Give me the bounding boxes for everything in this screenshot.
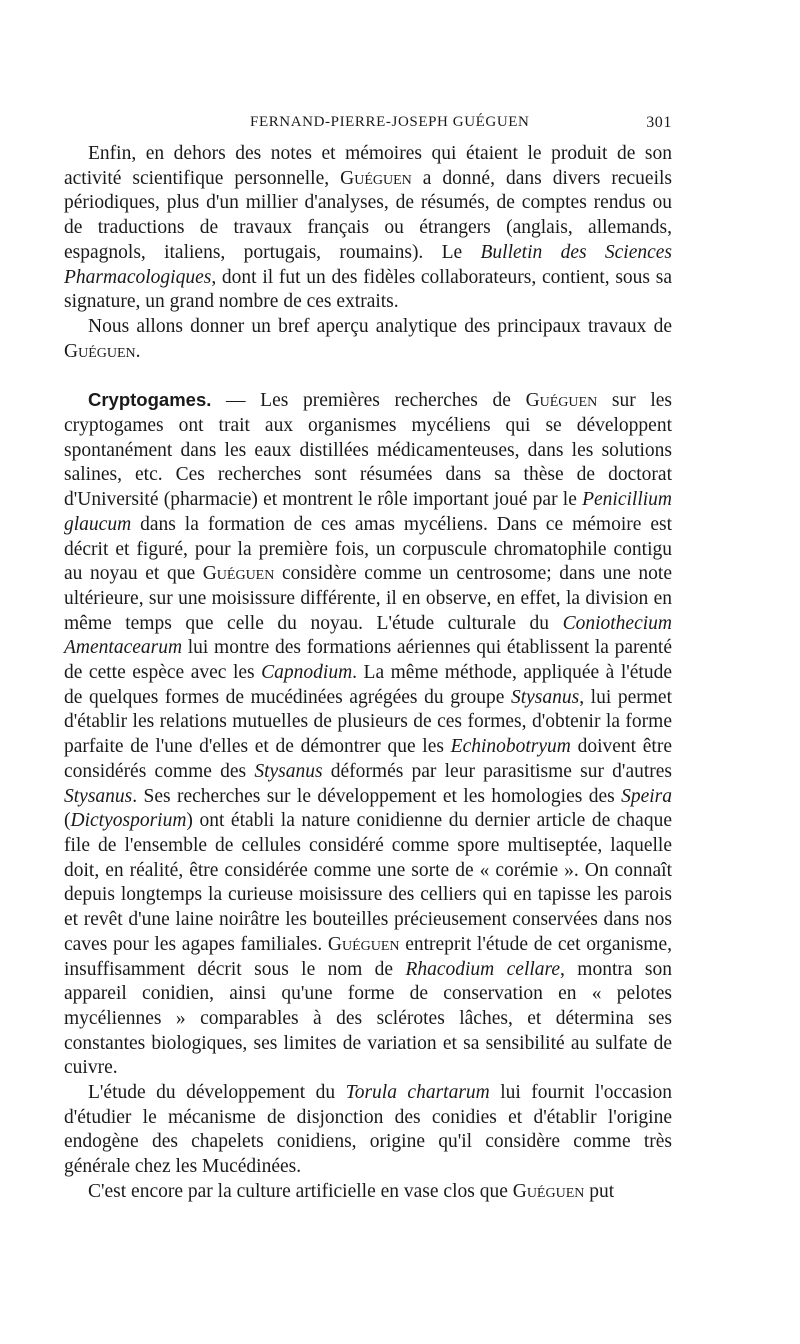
paragraph-culture — [64, 1180, 672, 1205]
species-name: Capnodium — [261, 662, 353, 684]
author-name: Guéguen — [202, 563, 275, 585]
body-text — [64, 142, 672, 1205]
species-name: Stysanus — [254, 760, 323, 782]
section-heading: Cryptogames. — [88, 389, 212, 411]
text-run: a donné, dans divers recueils périodiques, plus d'un millier d'analyses, de résumés, de comptes rendus ou de traductions de travaux français ou étrangers (anglais, allemands, espagnols, italiens, portugais, roumains). Le — [64, 167, 672, 263]
running-title: FERNAND-PIERRE-JOSEPH GUÉGUEN — [250, 114, 530, 130]
text-run: déformés par leur parasitisme sur d'autres — [322, 760, 673, 782]
journal-title: Bulletin des Sciences Pharmacologiques — [64, 241, 673, 288]
species-name: Stysanus — [64, 785, 133, 807]
text-run: Enfin, en dehors des notes et mémoires qui étaient le produit de son activité scientifique personnelle, — [64, 143, 672, 189]
text-run: considère comme un centrosome; dans une note ultérieure, sur une moisissure différente, il en observe, en effet, la division en même temps que celle du noyau. L'étude culturale du — [64, 563, 672, 634]
paragraph-cryptogames — [64, 388, 672, 1081]
author-name: Guéguen — [525, 390, 598, 412]
text-run: dans la formation de ces amas mycéliens. Dans ce mémoire est décrit et figuré, pour la première fois, un corpuscule chromatophile contigu au noyau et que — [64, 513, 672, 585]
species-name: Speira — [621, 785, 672, 807]
species-name: Echinobotryum — [450, 736, 571, 758]
text-run: ( — [64, 810, 71, 832]
running-header — [64, 114, 672, 138]
text-run: , dont il fut un des fidèles collaborateurs, contient, sous sa signature, un grand nombre de ces extraits. — [64, 266, 672, 313]
text-run: — Les premières recherches de — [211, 390, 526, 412]
text-run: doivent être considérés comme des — [64, 736, 672, 782]
author-name: Guéguen — [512, 1180, 585, 1202]
text-run: , lui permet d'établir les relations mutuelles de plusieurs de ces formes, d'obtenir la forme parfaite de l'une d'elles et de démontrer que les — [64, 686, 672, 758]
text-run: . La même méthode, appliquée à l'étude de quelques formes de mucédinées agrégées du groupe — [64, 662, 672, 708]
species-name: Dictyosporium — [70, 810, 187, 832]
species-name: Torula chartarum — [345, 1082, 490, 1104]
species-name: Penicillium glaucum — [64, 489, 672, 535]
text-run: C'est encore par la culture artificielle en vase clos que — [88, 1180, 513, 1202]
paragraph-torula — [64, 1081, 672, 1180]
text-run: Nous allons donner un bref aperçu analytique des principaux travaux de — [88, 315, 672, 337]
author-name: Guéguen — [340, 167, 412, 189]
text-run: L'étude du développement du — [88, 1082, 346, 1104]
page-number: 301 — [646, 114, 672, 131]
paragraph-analyses — [64, 142, 672, 315]
text-run: . Ses recherches sur le développement et les homologies des — [132, 785, 622, 807]
text-run: lui montre des formations aériennes qui établissent la parenté de cette espèce avec les — [64, 637, 672, 684]
species-name: Rhacodium cellare — [405, 958, 561, 980]
text-run: put — [584, 1180, 615, 1202]
text-run: sur les cryptogames ont trait aux organismes mycéliens qui se développent spontanément dans les eaux distillées médicamenteuses, dans les solutions salines, etc. Ces recherches sont résumées dans sa thèse de doctorat d'Université (pharmacie) et montrent le rôle important joué par le — [64, 390, 672, 511]
paragraph-overview — [64, 315, 672, 364]
text-run: lui fournit l'occasion d'étudier le mécanisme de disjonction des conidies et d'établir l'origine endogène des chapelets conidiens, origine qu'il considère comme très générale chez les Mucédinées. — [64, 1082, 672, 1178]
text-run: ) ont établi la nature conidienne du dernier article de chaque file de l'ensemble de cellules considéré comme spore multiseptée, laquelle doit, en réalité, être considérée comme une sorte de « corémie ». On connaît depuis longtemps la curieuse moisissure des celliers qui en tapisse les parois et revêt d'une laine noirâtre les bouteilles précieusement conservées dans nos caves pour les agapes familiales. — [64, 810, 672, 955]
text-run: . — [135, 340, 141, 362]
text-run: entreprit l'étude de cet organisme, insuffisamment décrit sous le nom de — [64, 933, 672, 980]
author-name: Guéguen — [64, 340, 136, 362]
text-run: , montra son appareil conidien, ainsi qu'une forme de conservation en « pelotes mycéliennes » comparables à des sclérotes lâches, et détermina ses constantes biologiques, ses limites de variation et sa sensibilité au sulfate de cuivre. — [64, 958, 672, 1079]
author-name: Guéguen — [327, 933, 400, 955]
species-name: Stysanus — [510, 686, 580, 708]
species-name: Coniothecium Amentacearum — [64, 612, 672, 659]
